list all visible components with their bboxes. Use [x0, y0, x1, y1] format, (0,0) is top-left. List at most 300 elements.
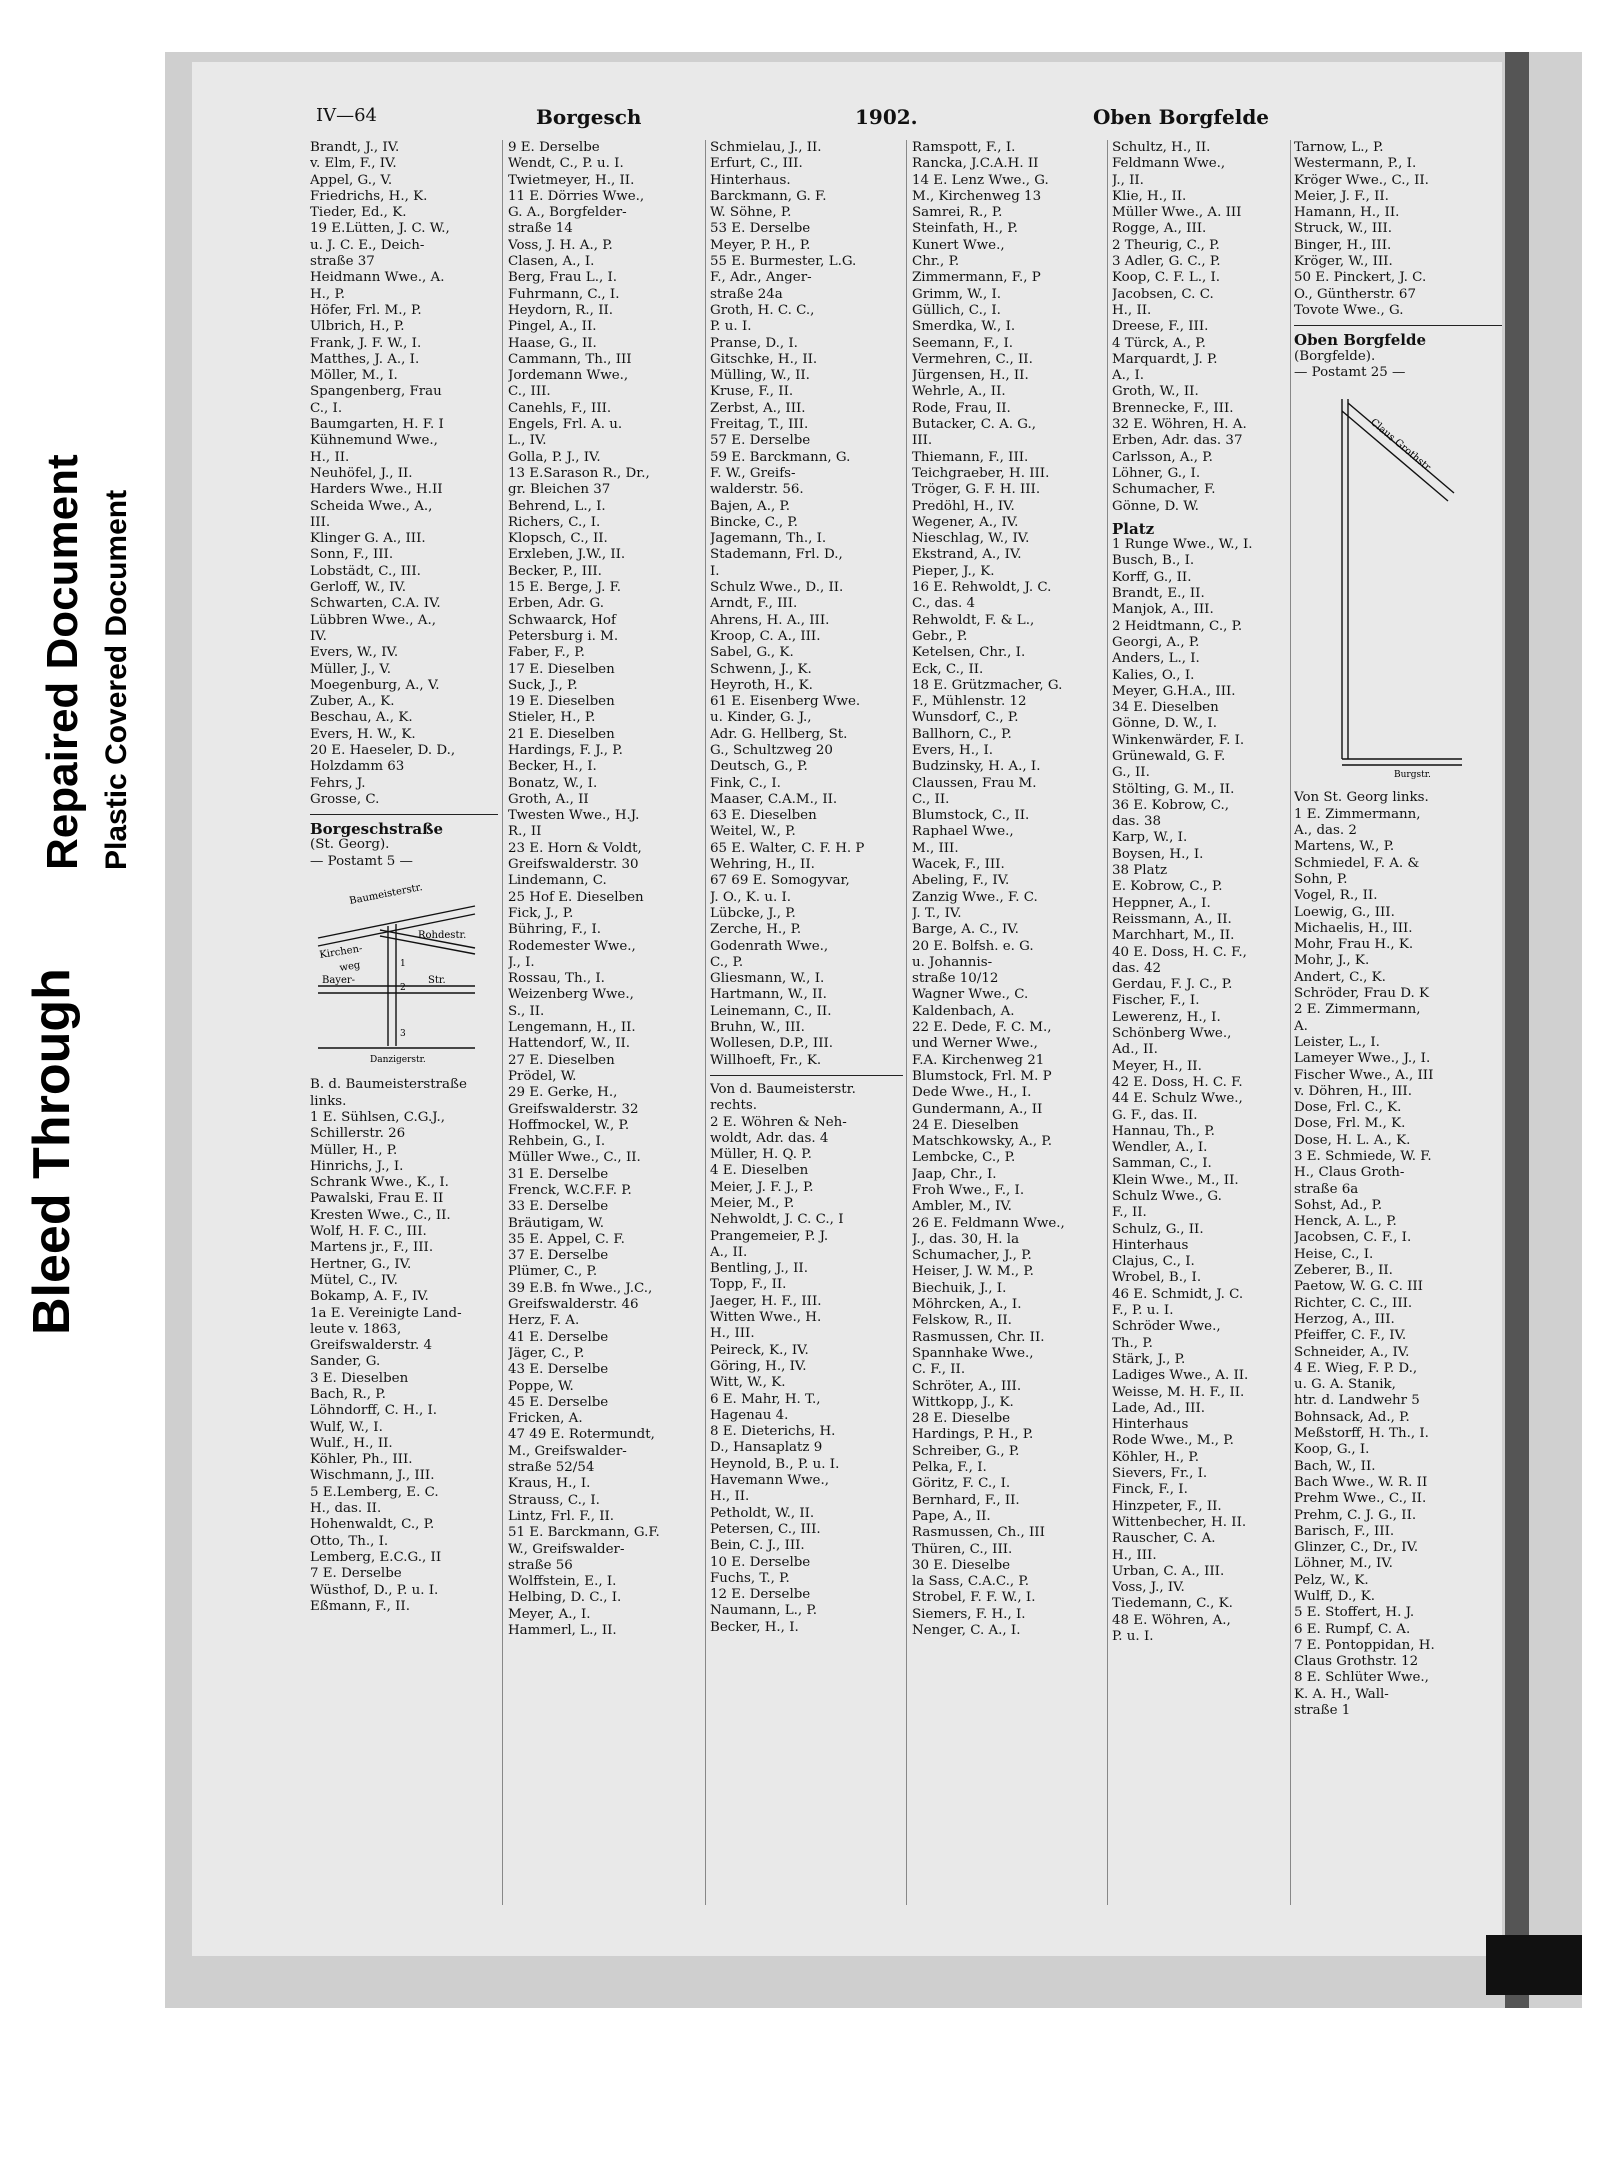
directory-entry: Eck, C., II.: [912, 661, 984, 677]
directory-entry: Meyer, P. H., P.: [710, 237, 811, 253]
directory-entry: Ahrens, H. A., III.: [710, 612, 830, 628]
directory-entry: u. Johannis-: [912, 954, 993, 970]
directory-entry: das. 38: [1112, 814, 1161, 830]
directory-entry: Zerche, H., P.: [710, 922, 802, 938]
directory-entry: Peireck, K., IV.: [710, 1342, 809, 1358]
directory-entry: D., Hansaplatz 9: [710, 1440, 823, 1456]
directory-entry: Wittkopp, J., K.: [912, 1394, 1014, 1410]
directory-entry: L., IV.: [508, 433, 547, 449]
directory-column-1: [310, 140, 498, 1900]
directory-entry: J., das. 30, H. la: [912, 1231, 1020, 1247]
directory-entry: Jäger, C., P.: [508, 1345, 585, 1361]
directory-entry: Lintz, Frl. F., II.: [508, 1508, 615, 1524]
directory-column-3: [710, 140, 903, 1900]
directory-entry: O., Güntherstr. 67: [1294, 286, 1416, 302]
directory-entry: Becker, H., I.: [710, 1619, 799, 1635]
directory-entry: 48 E. Wöhren, A.,: [1112, 1612, 1231, 1628]
directory-entry: C., III.: [508, 384, 551, 400]
directory-entry: Ladiges Wwe., A. II.: [1112, 1368, 1249, 1384]
directory-entry: C., I.: [310, 400, 343, 416]
directory-entry: Brandt, E., II.: [1112, 586, 1205, 602]
directory-entry: Jagemann, Th., I.: [710, 531, 827, 547]
directory-entry: 1 E. Zimmermann,: [1294, 806, 1421, 822]
directory-entry: u. G. A. Stanik,: [1294, 1377, 1396, 1393]
directory-entry: Wehrle, A., II.: [912, 384, 1006, 400]
directory-entry: B. d. Baumeisterstraße: [310, 1077, 467, 1093]
directory-entry: Wischmann, J., III.: [310, 1468, 435, 1484]
directory-entry: Thiemann, F., III.: [912, 449, 1029, 465]
directory-entry: Heppner, A., I.: [1112, 895, 1211, 911]
directory-entry: J. O., K. u. I.: [710, 889, 792, 905]
directory-entry: 6 E. Rumpf, C. A.: [1294, 1621, 1411, 1637]
directory-entry: Rode Wwe., M., P.: [1112, 1433, 1234, 1449]
directory-entry: Tarnow, L., P.: [1294, 140, 1384, 155]
directory-entry: Teichgraeber, H. III.: [912, 465, 1050, 481]
directory-entry: Seemann, F., I.: [912, 335, 1013, 351]
directory-entry: 25 Hof E. Dieselben: [508, 889, 644, 905]
directory-entry: Sabel, G., K.: [710, 645, 794, 661]
directory-entry: Baumgarten, H. F. I: [310, 417, 444, 433]
directory-entry: Kraus, H., I.: [508, 1476, 591, 1492]
directory-entry: Kalies, O., I.: [1112, 667, 1195, 683]
directory-entry: A., I.: [1112, 368, 1144, 384]
directory-entry: Lübcke, J., P.: [710, 905, 796, 921]
directory-entry: Meyer, H., II.: [1112, 1058, 1202, 1074]
directory-entry: Tröger, G. F. H. III.: [912, 482, 1041, 498]
directory-entry: Köhler, Ph., III.: [310, 1452, 413, 1468]
directory-entry: Richter, C. C., III.: [1294, 1295, 1413, 1311]
plastic-covered-label: Plastic Covered Document: [100, 489, 133, 870]
directory-entry: III.: [912, 433, 933, 449]
directory-entry: Müller Wwe., C., II.: [508, 1150, 641, 1166]
directory-entry: Hardings, P. H., P.: [912, 1427, 1034, 1443]
directory-entry: Von St. Georg links.: [1294, 790, 1429, 806]
directory-entry: Sander, G.: [310, 1354, 381, 1370]
directory-entry: Schneider, A., IV.: [1294, 1344, 1410, 1360]
directory-entry: I.: [710, 563, 720, 579]
directory-entry: F.A. Kirchenweg 21: [912, 1052, 1045, 1068]
directory-entry: H., das. II.: [310, 1501, 382, 1517]
directory-entry: Wulff, D., K.: [1294, 1589, 1375, 1604]
directory-entry: Wolffstein, E., I.: [508, 1574, 617, 1590]
directory-entry: Ad., II.: [1112, 1042, 1158, 1058]
directory-entry: Schönberg Wwe.,: [1112, 1026, 1232, 1042]
directory-entry: Claus Grothstr. 12: [1294, 1654, 1419, 1670]
directory-entry: 19 E.Lütten, J. C. W.,: [310, 221, 450, 237]
directory-entry: Schulz, G., II.: [1112, 1221, 1204, 1237]
directory-entry: Stölting, G. M., II.: [1112, 781, 1235, 797]
directory-entry: Helbing, D. C., I.: [508, 1590, 622, 1606]
directory-entry: Sonn, F., III.: [310, 547, 394, 563]
directory-entry: Hohenwaldt, C., P.: [310, 1517, 435, 1533]
directory-entry: Stademann, Frl. D.,: [710, 547, 843, 563]
directory-entry: Meyer, A., I.: [508, 1606, 591, 1622]
directory-entry: Müller, J., V.: [310, 661, 391, 677]
directory-entry: Prehm Wwe., C., II.: [1294, 1491, 1427, 1507]
directory-entry: Heynold, B., P. u. I.: [710, 1456, 840, 1472]
directory-entry: Anders, L., I.: [1112, 651, 1200, 667]
directory-entry: Witten Wwe., H.: [710, 1310, 822, 1326]
directory-entry: Möller, M., I.: [310, 368, 398, 384]
directory-entry: Naumann, L., P.: [710, 1603, 817, 1619]
directory-entry: Pape, A., II.: [912, 1508, 991, 1524]
directory-entry: Henck, A. L., P.: [1294, 1214, 1397, 1230]
section-divider: [310, 814, 498, 815]
directory-entry: Bach, W., II.: [1294, 1458, 1376, 1474]
directory-entry: Petersburg i. M.: [508, 628, 619, 644]
directory-entry: 7 E. Derselbe: [310, 1566, 402, 1582]
directory-entry: Möhrcken, A., I.: [912, 1297, 1022, 1313]
directory-entry: Güllich, C., I.: [912, 302, 1001, 318]
directory-entry: G., Schultzweg 20: [710, 742, 833, 758]
street-header-right: Oben Borgfelde: [1093, 105, 1270, 129]
directory-entry: Marchhart, M., II.: [1112, 928, 1235, 944]
directory-entry: F., Adr., Anger-: [710, 270, 812, 286]
directory-entry: Erxleben, J.W., II.: [508, 547, 626, 563]
directory-entry: 9 E. Derselbe: [508, 140, 600, 155]
directory-entry: 39 E.B. fn Wwe., J.C.,: [508, 1280, 653, 1296]
directory-entry: Godenrath Wwe.,: [710, 938, 829, 954]
directory-entry: Barge, A. C., IV.: [912, 922, 1019, 938]
directory-entry: leute v. 1863,: [310, 1321, 402, 1337]
directory-entry: Suck, J., P.: [508, 677, 578, 693]
directory-entry: Bentling, J., II.: [710, 1261, 808, 1277]
directory-entry: Erben, Adr. das. 37: [1112, 433, 1243, 449]
directory-entry: la Sass, C.A.C., P.: [912, 1574, 1029, 1590]
directory-entry: Gerloff, W., IV.: [310, 580, 406, 596]
directory-column-6: [1294, 140, 1502, 1900]
directory-entry: Hagenau 4.: [710, 1407, 789, 1423]
directory-entry: Barckmann, G. F.: [710, 188, 827, 204]
directory-entry: F., Mühlenstr. 12: [912, 694, 1027, 710]
directory-entry: 47 49 E. Rotermundt,: [508, 1427, 655, 1443]
directory-entry: Schreiber, G., P.: [912, 1443, 1020, 1459]
directory-entry: Beschau, A., K.: [310, 710, 413, 726]
directory-entry: Schröder, Frau D. K: [1294, 986, 1430, 1002]
directory-entry: Schillerstr. 26: [310, 1126, 406, 1142]
map-label-bayer: Bayer-: [322, 975, 356, 987]
directory-entry: Wittenbecher, H. II.: [1112, 1514, 1247, 1530]
directory-entry: III.: [310, 514, 331, 530]
repaired-document-label: Repaired Document: [38, 454, 87, 870]
directory-entry: Jaap, Chr., I.: [912, 1166, 997, 1182]
directory-entry: 4 E. Dieselben: [710, 1163, 809, 1179]
directory-entry: Dede Wwe., H., I.: [912, 1085, 1032, 1101]
directory-entry: 55 E. Burmester, L.G.: [710, 254, 857, 270]
directory-entry: H., II.: [710, 1489, 750, 1505]
directory-entry: Winkenwärder, F. I.: [1112, 732, 1245, 748]
directory-entry: Greifswalderstr. 30: [508, 857, 639, 873]
directory-entry: Michaelis, H., III.: [1294, 920, 1413, 936]
directory-entry: Reissmann, A., II.: [1112, 911, 1232, 927]
directory-entry: Lameyer Wwe., J., I.: [1294, 1051, 1431, 1067]
directory-entry: H., Claus Groth-: [1294, 1165, 1405, 1181]
directory-entry: Schmielau, J., II.: [710, 140, 822, 155]
directory-entry: Höfer, Frl. M., P.: [310, 302, 422, 318]
directory-entry: 35 E. Appel, C. F.: [508, 1231, 625, 1247]
directory-entry: Struck, W., III.: [1294, 221, 1393, 237]
directory-entry: — Postamt 25 —: [1294, 364, 1406, 380]
directory-entry: Gitschke, H., II.: [710, 351, 818, 367]
directory-entry: 7 E. Pontoppidan, H.: [1294, 1637, 1435, 1653]
street-heading: Oben Borgfelde: [1294, 331, 1427, 350]
directory-entry: Neuhöfel, J., II.: [310, 465, 413, 481]
street-heading: Platz: [1112, 519, 1155, 538]
directory-entry: Martens, W., P.: [1294, 839, 1395, 855]
directory-entry: G., II.: [1112, 765, 1150, 781]
directory-entry: Blumstock, Frl. M. P: [912, 1068, 1052, 1084]
directory-entry: 18 E. Grützmacher, G.: [912, 677, 1063, 693]
directory-entry: 53 E. Derselbe: [710, 221, 811, 237]
directory-entry: Schwarten, C.A. IV.: [310, 596, 441, 612]
directory-entry: Gerdau, F. J. C., P.: [1112, 977, 1233, 993]
directory-entry: Gundermann, A., II: [912, 1101, 1043, 1117]
directory-entry: Bräutigam, W.: [508, 1215, 604, 1231]
directory-entry: Bein, C. J., III.: [710, 1538, 805, 1554]
directory-entry: 67 69 E. Somogyvar,: [710, 873, 850, 889]
directory-entry: Moegenburg, A., V.: [310, 677, 440, 693]
directory-entry: Golla, P. J., IV.: [508, 449, 601, 465]
directory-entry: (St. Georg).: [310, 837, 390, 853]
directory-entry: Tiedemann, C., K.: [1112, 1596, 1233, 1612]
directory-entry: Greifswalderstr. 46: [508, 1297, 639, 1313]
directory-entry: F., P. u. I.: [1112, 1303, 1174, 1319]
directory-entry: Clasen, A., I.: [508, 254, 595, 270]
directory-entry: 43 E. Derselbe: [508, 1362, 609, 1378]
directory-entry: Tovote Wwe., G.: [1294, 302, 1404, 318]
directory-entry: Hartmann, W., II.: [710, 987, 827, 1003]
directory-entry: Topp, F., II.: [710, 1277, 787, 1293]
directory-entry: E. Kobrow, C., P.: [1112, 879, 1223, 895]
directory-entry: 2 E. Zimmermann,: [1294, 1002, 1421, 1018]
directory-entry: Bach Wwe., W. R. II: [1294, 1474, 1428, 1490]
directory-entry: Rogge, A., III.: [1112, 221, 1207, 237]
directory-entry: 44 E. Schulz Wwe.,: [1112, 1091, 1243, 1107]
directory-entry: Biechuik, J., I.: [912, 1280, 1007, 1296]
directory-entry: Fischer, F., I.: [1112, 993, 1200, 1009]
directory-entry: 30 E. Dieselbe: [912, 1557, 1011, 1573]
directory-entry: Heyroth, H., K.: [710, 677, 813, 693]
directory-entry: 51 E. Barckmann, G.F.: [508, 1525, 660, 1541]
directory-entry: Mohr, J., K.: [1294, 953, 1370, 969]
directory-entry: Wagner Wwe., C.: [912, 987, 1029, 1003]
map-house-number: 1: [400, 959, 406, 970]
directory-entry: H., II.: [1112, 302, 1152, 318]
directory-entry: 15 E. Berge, J. F.: [508, 580, 622, 596]
map-label-str: Str.: [428, 975, 446, 987]
directory-entry: G. F., das. II.: [1112, 1107, 1198, 1123]
directory-entry: Loewig, G., III.: [1294, 904, 1395, 920]
directory-entry: Bonatz, W., I.: [508, 775, 598, 791]
directory-entry: Bühring, F., I.: [508, 922, 602, 938]
directory-entry: Willhoeft, Fr., K.: [710, 1052, 822, 1068]
directory-entry: Weisse, M. H. F., II.: [1112, 1384, 1245, 1400]
directory-entry: Binger, H., III.: [1294, 237, 1392, 253]
directory-entry: Petholdt, W., II.: [710, 1505, 815, 1521]
directory-entry: u. J. C. E., Deich-: [310, 237, 425, 253]
directory-entry: Sohst, Ad., P.: [1294, 1197, 1383, 1213]
directory-entry: Pelka, F., I.: [912, 1460, 987, 1476]
directory-entry: 14 E. Lenz Wwe., G.: [912, 172, 1049, 188]
directory-column-2: [508, 140, 702, 1900]
directory-entry: Bajen, A., P.: [710, 498, 791, 514]
directory-entry: Havemann Wwe.,: [710, 1473, 829, 1489]
directory-entry: Adr. G. Hellberg, St.: [710, 726, 848, 742]
directory-entry: Koop, G., I.: [1294, 1442, 1370, 1458]
directory-entry: Hinterhaus: [1112, 1237, 1189, 1253]
directory-entry: Greifswalderstr. 32: [508, 1101, 639, 1117]
directory-entry: Felskow, R., II.: [912, 1313, 1012, 1329]
directory-entry: Schwenn, J., K.: [710, 661, 812, 677]
directory-entry: Hamann, H., II.: [1294, 205, 1400, 221]
directory-entry: Dreese, F., III.: [1112, 319, 1209, 335]
directory-entry: Nieschlag, W., IV.: [912, 531, 1030, 547]
directory-entry: Manjok, A., III.: [1112, 602, 1214, 618]
directory-entry: Sohn, P.: [1294, 871, 1348, 887]
directory-entry: Löhner, M., IV.: [1294, 1556, 1393, 1572]
directory-entry: M., Kirchenweg 13: [912, 188, 1042, 204]
directory-entry: Karp, W., I.: [1112, 830, 1188, 846]
directory-entry: Hammerl, L., II.: [508, 1623, 617, 1639]
directory-entry: Schulz Wwe., D., II.: [710, 580, 844, 596]
directory-entry: Lewerenz, H., I.: [1112, 1009, 1221, 1025]
map-label-burgstr: Burgstr.: [1394, 770, 1431, 780]
directory-entry: Zerbst, A., III.: [710, 400, 806, 416]
directory-entry: 32 E. Wöhren, H. A.: [1112, 417, 1247, 433]
directory-entry: Kroop, C. A., III.: [710, 628, 821, 644]
directory-entry: Lengemann, H., II.: [508, 1020, 636, 1036]
directory-entry: Koop, C. F. L., I.: [1112, 270, 1221, 286]
directory-entry: Froh Wwe., F., I.: [912, 1183, 1025, 1198]
directory-entry: Vermehren, C., II.: [912, 351, 1033, 367]
directory-entry: J., II.: [1112, 172, 1144, 188]
directory-entry: Meßstorff, H. Th., I.: [1294, 1426, 1429, 1442]
directory-entry: Finck, F., I.: [1112, 1482, 1188, 1498]
directory-entry: Fick, J., P.: [508, 905, 574, 921]
directory-entry: 34 E. Dieselben: [1112, 700, 1219, 716]
directory-entry: Plümer, C., P.: [508, 1264, 598, 1280]
directory-entry: Fink, C., I.: [710, 775, 781, 791]
directory-entry: Steinfath, H., P.: [912, 221, 1018, 237]
directory-entry: Nenger, C. A., I.: [912, 1623, 1021, 1639]
directory-entry: Schulz Wwe., G.: [1112, 1189, 1222, 1204]
directory-entry: 57 E. Derselbe: [710, 433, 811, 449]
directory-entry: Meier, M., P.: [710, 1196, 795, 1211]
directory-entry: Matthes, J. A., I.: [310, 351, 420, 367]
directory-entry: R., II: [508, 824, 542, 840]
directory-entry: 65 E. Walter, C. F. H. P: [710, 840, 865, 856]
directory-entry: Jaeger, H. F., III.: [710, 1293, 822, 1309]
directory-entry: 8 E. Dieterichs, H.: [710, 1424, 836, 1440]
directory-entry: Schmiedel, F. A. &: [1294, 855, 1420, 871]
directory-entry: Dose, H. L. A., K.: [1294, 1132, 1411, 1148]
directory-entry: Löhndorff, C. H., I.: [310, 1403, 438, 1419]
directory-entry: Hinterhaus: [1112, 1417, 1189, 1433]
directory-entry: G. A., Borgfelder-: [508, 205, 627, 221]
directory-entry: 23 E. Horn & Voldt,: [508, 840, 642, 856]
directory-entry: M., III.: [912, 840, 959, 856]
directory-entry: Hattendorf, W., II.: [508, 1036, 631, 1052]
directory-entry: Brandt, J., IV.: [310, 140, 400, 155]
directory-entry: Heidmann Wwe., A.: [310, 270, 445, 286]
directory-entry: Bincke, C., P.: [710, 514, 798, 530]
directory-entry: Dose, Frl. M., K.: [1294, 1116, 1406, 1132]
directory-entry: Lade, Ad., III.: [1112, 1400, 1206, 1416]
directory-entry: C., II.: [912, 791, 950, 807]
directory-entry: Fricken, A.: [508, 1411, 583, 1427]
directory-entry: Wollesen, D.P., III.: [710, 1036, 834, 1052]
directory-entry: C., P.: [710, 954, 744, 970]
directory-entry: Prehm, C. J. G., II.: [1294, 1507, 1417, 1523]
directory-entry: Von d. Baumeisterstr.: [710, 1081, 856, 1097]
directory-entry: Grimm, W., I.: [912, 286, 1002, 302]
directory-entry: J., I.: [508, 954, 535, 970]
next-page-strip: [1529, 52, 1582, 2008]
directory-entry: K. A. H., Wall-: [1294, 1686, 1389, 1702]
directory-entry: H., III.: [710, 1326, 755, 1342]
directory-entry: Twesten Wwe., H.J.: [508, 808, 640, 824]
directory-entry: woldt, Adr. das. 4: [710, 1130, 829, 1146]
directory-entry: Korff, G., II.: [1112, 569, 1192, 585]
directory-entry: Zimmermann, F., P: [912, 270, 1041, 286]
directory-entry: IV.: [310, 628, 327, 644]
directory-entry: 61 E. Eisenberg Wwe.: [710, 694, 861, 710]
directory-entry: Strauss, C., I.: [508, 1492, 600, 1508]
directory-entry: Pieper, J., K.: [912, 563, 995, 579]
directory-entry: v. Döhren, H., III.: [1294, 1083, 1412, 1099]
year-header: 1902.: [855, 105, 918, 129]
directory-entry: Herz, F. A.: [508, 1313, 580, 1329]
map-house-number: 3: [400, 1029, 406, 1040]
directory-entry: P. u. I.: [1112, 1629, 1154, 1645]
directory-entry: Arndt, F., III.: [710, 596, 798, 612]
directory-entry: Rancka, J.C.A.H. II: [912, 156, 1039, 172]
directory-entry: Budzinsky, H. A., I.: [912, 759, 1041, 775]
directory-entry: Busch, B., I.: [1112, 553, 1195, 569]
directory-entry: 46 E. Schmidt, J. C.: [1112, 1286, 1244, 1302]
directory-entry: 2 E. Wöhren & Neh-: [710, 1114, 847, 1130]
directory-entry: Mütel, C., IV.: [310, 1272, 398, 1288]
directory-entry: Petersen, C., III.: [710, 1521, 821, 1537]
directory-entry: straße 10/12: [912, 971, 999, 987]
directory-entry: Cammann, Th., III: [508, 351, 632, 367]
directory-entry: 3 Adler, G. C., P.: [1112, 254, 1221, 270]
map-label-claus-grothstr: Claus Grothstr.: [1368, 417, 1434, 475]
directory-entry: Samrei, R., P.: [912, 205, 1003, 221]
directory-entry: Thüren, C., III.: [912, 1541, 1013, 1557]
directory-entry: rechts.: [710, 1098, 757, 1114]
directory-entry: Zeberer, B., II.: [1294, 1263, 1393, 1279]
directory-entry: Georgi, A., P.: [1112, 634, 1200, 650]
directory-entry: Haase, G., II.: [508, 335, 597, 351]
directory-entry: Freitag, T., III.: [710, 417, 809, 433]
map-house-number: 2: [400, 983, 406, 994]
directory-column-5: [1112, 140, 1288, 1900]
directory-entry: H., II.: [310, 449, 350, 465]
directory-entry: A.: [1294, 1018, 1308, 1034]
column-rule: [705, 140, 706, 1905]
directory-entry: Lindemann, C.: [508, 873, 607, 889]
directory-entry: Strobel, F. F. W., I.: [912, 1590, 1036, 1606]
directory-entry: Wendt, C., P. u. I.: [508, 156, 624, 172]
directory-entry: Carlsson, A., P.: [1112, 449, 1213, 465]
directory-entry: Müller Wwe., A. III: [1112, 205, 1242, 221]
directory-entry: Bohnsack, Ad., P.: [1294, 1409, 1410, 1425]
directory-entry: straße 14: [508, 221, 573, 237]
directory-entry: 31 E. Derselbe: [508, 1166, 609, 1182]
directory-entry: 22 E. Dede, F. C. M.,: [912, 1020, 1052, 1036]
directory-entry: Pawalski, Frau E. II: [310, 1191, 444, 1207]
